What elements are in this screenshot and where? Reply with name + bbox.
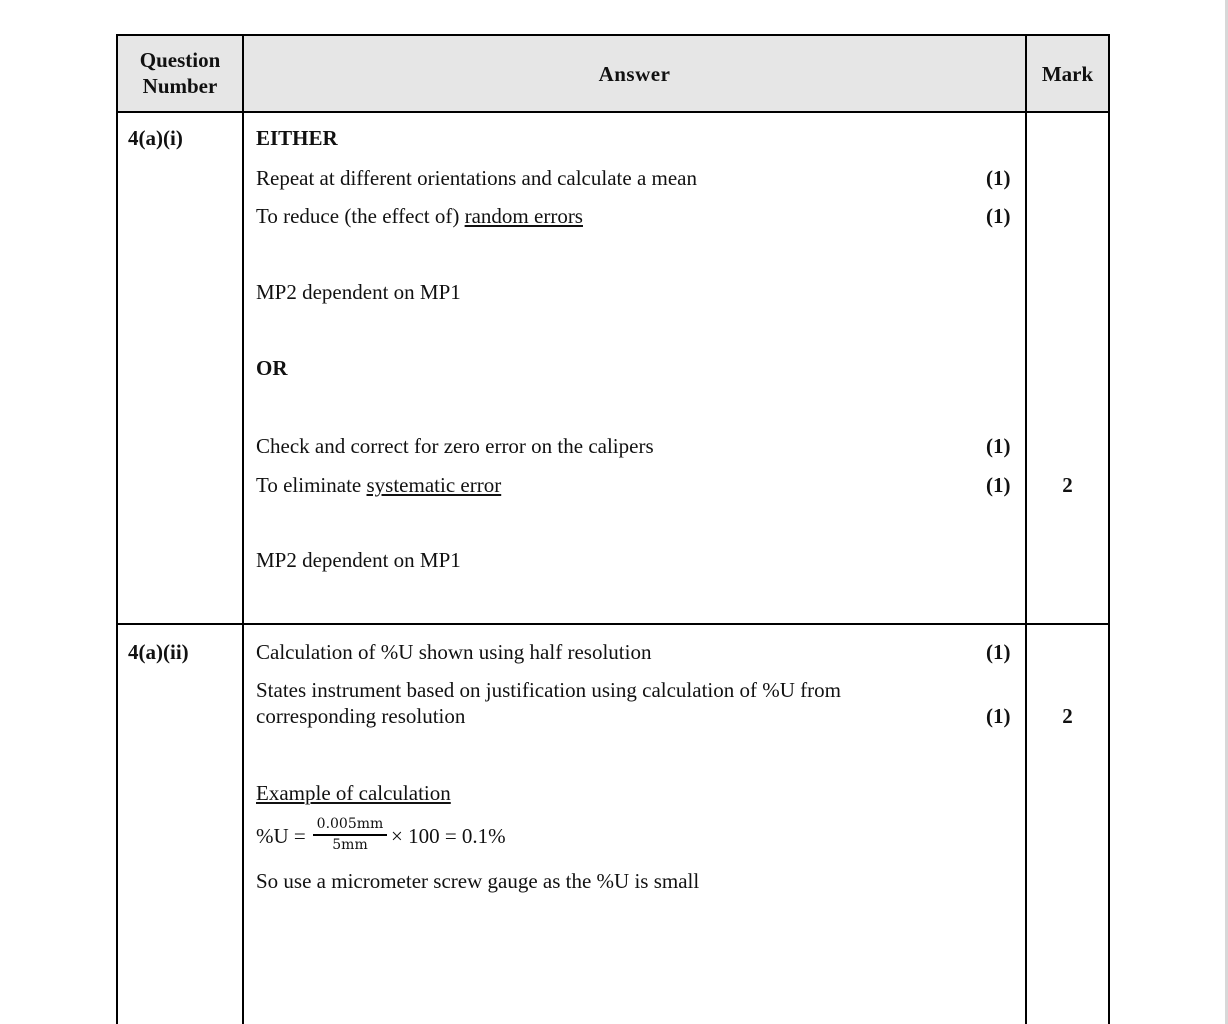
formula-rhs: × 100 = 0.1% bbox=[391, 824, 506, 848]
total-mark: 2 bbox=[1062, 704, 1073, 728]
mark-value: (1) bbox=[986, 204, 1011, 228]
header-mark: Mark bbox=[1041, 62, 1094, 86]
divider bbox=[1108, 34, 1110, 1024]
question-number: 4(a)(ii) bbox=[128, 640, 189, 664]
mark-value: (1) bbox=[986, 166, 1011, 190]
marking-point: Repeat at different orientations and calculate a mean bbox=[256, 166, 697, 190]
divider bbox=[242, 34, 244, 1024]
example-heading: Example of calculation bbox=[256, 781, 451, 805]
divider bbox=[116, 34, 118, 1024]
either-label: EITHER bbox=[256, 126, 338, 150]
formula-lhs: %U = bbox=[256, 824, 306, 848]
text: To reduce (the effect of) bbox=[256, 204, 465, 228]
denominator: 5mm bbox=[332, 837, 368, 853]
fraction bbox=[313, 816, 387, 854]
marking-point: States instrument based on justification using calculation of %U from bbox=[256, 678, 841, 702]
numerator: 0.005mm bbox=[313, 816, 387, 836]
marking-point: Check and correct for zero error on the calipers bbox=[256, 434, 654, 458]
underlined-text: systematic error bbox=[366, 473, 502, 497]
mark-value: (1) bbox=[986, 640, 1011, 664]
divider bbox=[116, 623, 1110, 625]
marking-point bbox=[256, 473, 501, 497]
conclusion: So use a micrometer screw gauge as the %U is small bbox=[256, 869, 700, 893]
header-answer: Answer bbox=[598, 62, 671, 86]
mark-value: (1) bbox=[986, 434, 1011, 458]
header-question: Question bbox=[139, 48, 221, 72]
header-number: Number bbox=[142, 74, 218, 98]
marking-point-cont: corresponding resolution bbox=[256, 704, 466, 728]
text: To eliminate bbox=[256, 473, 367, 497]
marking-point: Calculation of %U shown using half resolution bbox=[256, 640, 652, 664]
divider bbox=[1025, 34, 1027, 1024]
dependency-note: MP2 dependent on MP1 bbox=[256, 548, 461, 572]
mark-value: (1) bbox=[986, 473, 1011, 497]
dependency-note: MP2 dependent on MP1 bbox=[256, 280, 461, 304]
question-number: 4(a)(i) bbox=[128, 126, 183, 150]
marking-point bbox=[256, 204, 583, 228]
underlined-text: random errors bbox=[464, 204, 583, 228]
divider bbox=[116, 111, 1110, 113]
divider bbox=[116, 34, 1110, 36]
total-mark: 2 bbox=[1062, 473, 1073, 497]
or-label: OR bbox=[256, 356, 288, 380]
mark-value: (1) bbox=[986, 704, 1011, 728]
